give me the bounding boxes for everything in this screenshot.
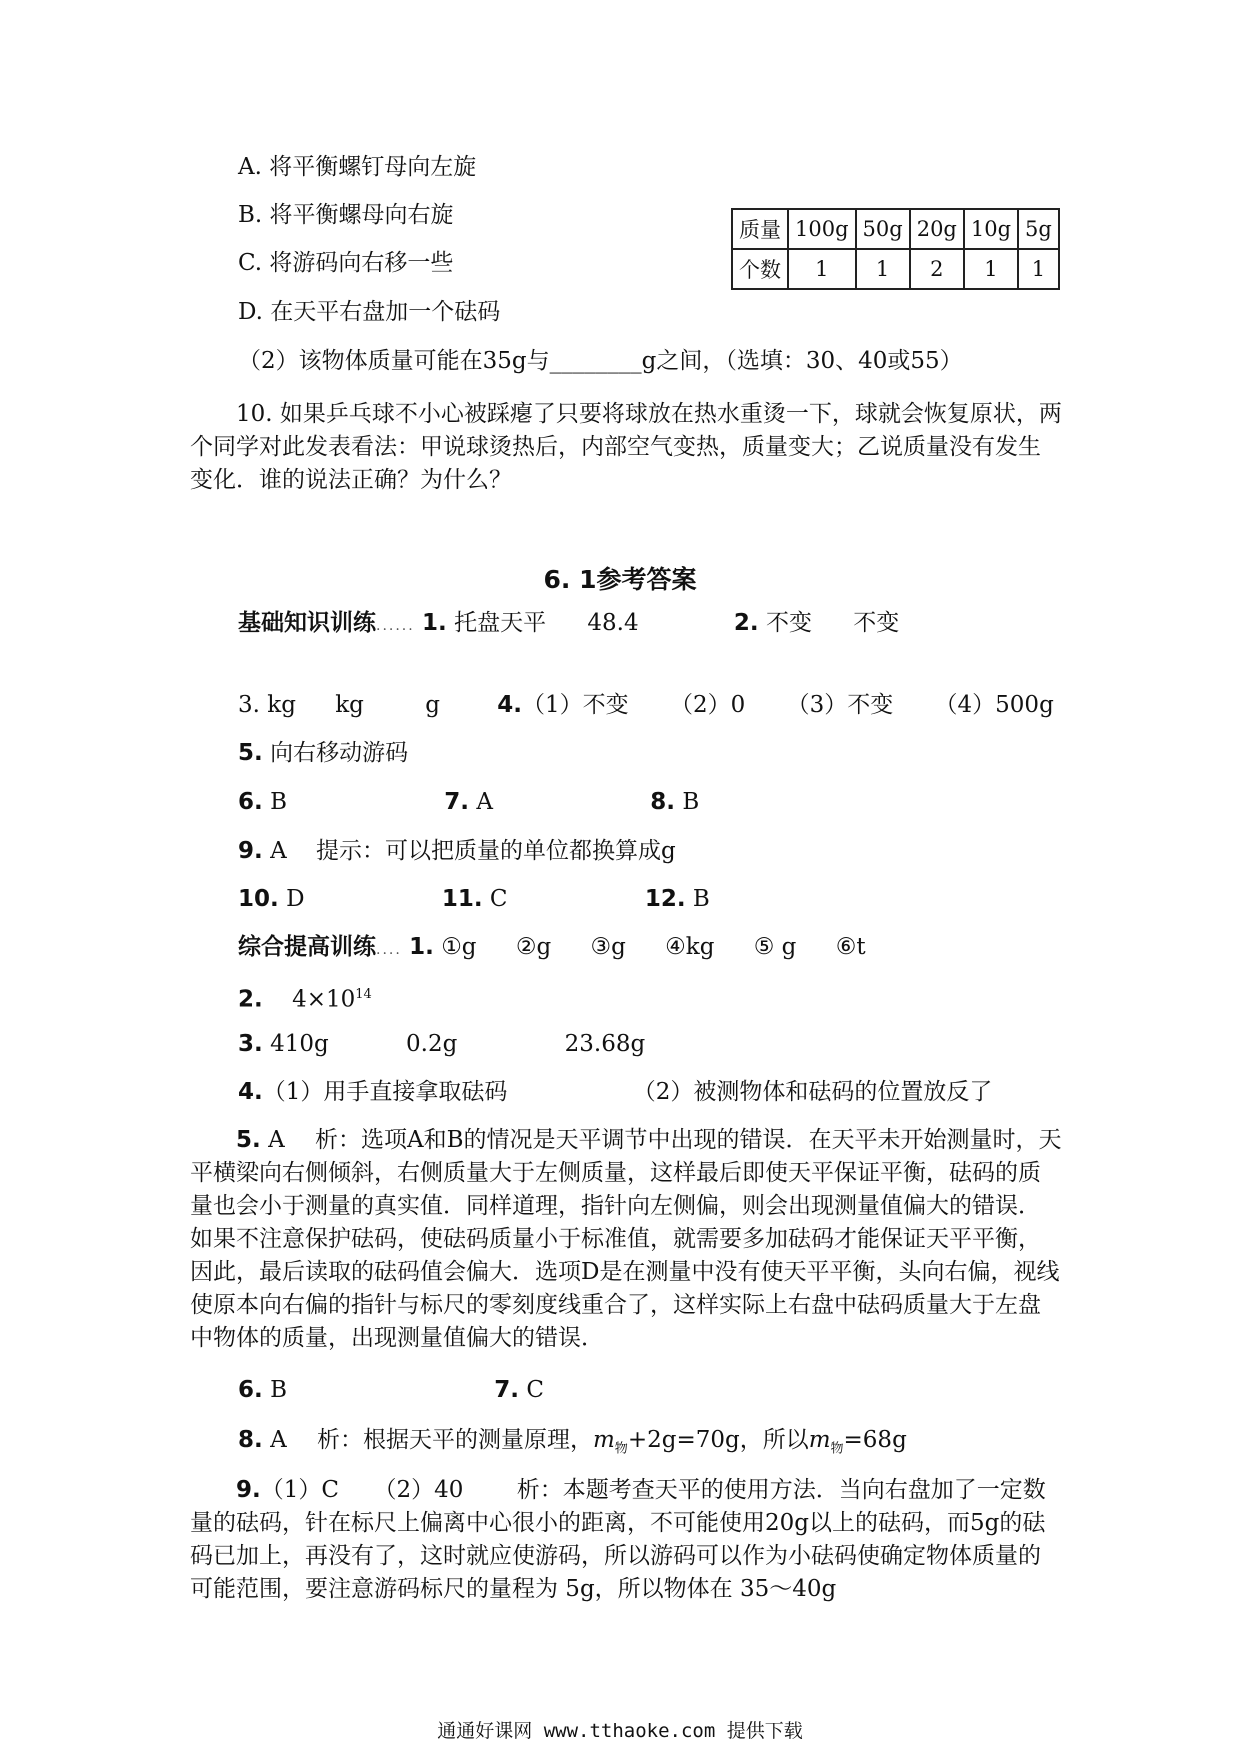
answer-text: ④kg xyxy=(665,934,715,960)
answer-number: 2. xyxy=(733,610,759,636)
answer-text: 23.68g xyxy=(564,1031,646,1057)
mass-table xyxy=(731,208,1060,290)
question-10: 10. 如果乒乓球不小心被踩瘪了只要将球放在热水重烫一下，球就会恢复原状，两个同学对此发表看法：甲说球烫热后，内部空气变热，质量变大；乙说质量没有发生变化．谁的说法正确？为什么？ xyxy=(190,401,1062,493)
mass-symbol: m xyxy=(592,1427,615,1453)
table-cell: 2 xyxy=(910,249,964,289)
answer-number: 12. xyxy=(644,886,686,912)
option-a: A. 将平衡螺钉母向左旋 xyxy=(238,154,477,180)
answer-number: 1. xyxy=(409,934,434,960)
answer-number: 8. xyxy=(238,1427,263,1453)
answer-number: 5. xyxy=(238,740,263,766)
table-cell: 1 xyxy=(788,249,856,289)
answer-text: C xyxy=(489,886,508,912)
count-row xyxy=(732,249,1059,289)
answer-number: 9. xyxy=(238,838,263,864)
option-c: C. 将游码向右移一些 xyxy=(238,250,454,276)
answer-text: （3）不变 xyxy=(786,692,894,718)
basic-heading: 基础知识训练 xyxy=(238,610,376,636)
answer-text: 不变 xyxy=(853,610,900,636)
table-cell: 10g xyxy=(964,209,1018,249)
answer-number: 7. xyxy=(444,789,470,815)
answer-number: 2. xyxy=(238,986,263,1013)
basic-answers-line-1 xyxy=(238,608,899,641)
table-cell: 个数 xyxy=(732,249,788,289)
answer-text: kg xyxy=(267,692,296,718)
basic-answers-line-3 xyxy=(238,690,1054,720)
answer-number: 11. xyxy=(441,886,483,912)
answer-title: 6. 1参考答案 xyxy=(543,565,697,594)
answer-text: ①g xyxy=(441,934,477,960)
answer-number: 7. xyxy=(494,1377,520,1403)
table-cell: 1 xyxy=(1018,249,1059,289)
answer-text: 0.2g xyxy=(406,1031,458,1057)
answer-number: 9. xyxy=(236,1477,261,1503)
answer-text: 不变 xyxy=(765,610,812,636)
answer-text: ⑤ g xyxy=(753,934,797,960)
answer-number: 4. xyxy=(238,1079,263,1105)
answer-text: B xyxy=(270,789,287,815)
table-cell: 5g xyxy=(1018,209,1059,249)
subscript: 物 xyxy=(614,1441,628,1457)
answer-text: +2g=70g，所以 xyxy=(627,1427,809,1453)
answer-text: 托盘天平 xyxy=(454,610,547,636)
answer-text: A xyxy=(270,838,287,864)
answer-text: kg xyxy=(335,692,364,718)
advanced-answer-3 xyxy=(238,1029,645,1059)
answer-text: D xyxy=(286,886,305,912)
answer-number: 4. xyxy=(497,692,523,718)
answer-text: 48.4 xyxy=(587,610,639,636)
leader-dots: .... xyxy=(376,942,402,958)
advanced-answer-8 xyxy=(238,1425,907,1465)
advanced-answer-4 xyxy=(238,1077,992,1107)
answer-text: 向右移动游码 xyxy=(270,740,409,766)
table-cell: 50g xyxy=(856,209,910,249)
answer-text: C xyxy=(526,1377,544,1403)
table-cell: 1 xyxy=(964,249,1018,289)
advanced-answer-9 xyxy=(190,1474,1062,1606)
answer-text: 4×10 xyxy=(292,986,356,1013)
answer-text: （1）用手直接拿取砝码 xyxy=(262,1079,508,1105)
answer-text: B xyxy=(692,886,710,912)
answer-text: （4）500g xyxy=(934,692,1054,718)
page-footer: 通通好课网 www.tthaoke.com 提供下载 xyxy=(437,1720,803,1742)
mass-row xyxy=(732,209,1059,249)
answer-text: （2）被测物体和砝码的位置放反了 xyxy=(632,1079,993,1105)
basic-answer-5 xyxy=(238,738,408,768)
table-cell: 质量 xyxy=(732,209,788,249)
answer-number: 3. xyxy=(238,692,260,718)
answer-text: （1）不变 xyxy=(522,692,629,718)
advanced-answers-6-7 xyxy=(238,1375,544,1405)
answer-number: 3. xyxy=(238,1031,263,1057)
answer-text: g xyxy=(425,692,440,718)
option-d: D. 在天平右盘加一个砝码 xyxy=(238,299,501,325)
answer-text: （2）0 xyxy=(669,692,746,718)
answer-text: B xyxy=(682,789,700,815)
table-cell: 1 xyxy=(856,249,910,289)
table-cell: 20g xyxy=(910,209,964,249)
answer-text: 410g xyxy=(270,1031,329,1057)
exponent: 14 xyxy=(355,987,372,1002)
answer-text: A 析：根据天平的测量原理， xyxy=(270,1427,593,1453)
table-cell: 100g xyxy=(788,209,856,249)
answer-number: 5. xyxy=(236,1127,261,1153)
answer-text: ⑥t xyxy=(835,934,866,960)
advanced-answer-5 xyxy=(190,1124,1062,1355)
advanced-answer-2 xyxy=(238,980,372,1015)
option-b: B. 将平衡螺母向右旋 xyxy=(238,202,454,228)
basic-answer-9 xyxy=(238,836,676,866)
answer-text: B xyxy=(270,1377,287,1403)
answer-text: A 析：选项A和B的情况是天平调节中出现的错误．在天平未开始测量时，天平横梁向右侧倾斜，右侧质量大于左侧质量，这样最后即使天平保证平衡，砝码的质量也会小于测量的真实值．同样道理，指针向左侧偏，则会出现测量值偏大的错误．如果不注意保护砝码，使砝码质量小于标准值，就需要多加砝码才能保证天平平衡，因此，最后读取的砝码值会偏大．选项D是在测量中没有使天平平衡，头向右偏，视线使原本向右偏的指针与标尺的零刻度线重合了，这样实际上右盘中砝码质量大于左盘中物体的质量，出现测量值偏大的错误． xyxy=(190,1127,1062,1351)
question-9-part-2: （2）该物体质量可能在35g与________g之间，（选填：30、40或55） xyxy=(238,348,963,374)
answer-text: =68g xyxy=(843,1427,907,1453)
answer-number: 8. xyxy=(650,789,676,815)
answer-text: A xyxy=(476,789,493,815)
basic-answers-10-12 xyxy=(238,884,710,914)
answer-number: 6. xyxy=(238,789,263,815)
leader-dots: ...... xyxy=(376,618,415,634)
answer-text: ③g xyxy=(590,934,626,960)
mass-symbol: m xyxy=(808,1427,831,1453)
answer-number: 1. xyxy=(422,610,447,636)
basic-answers-6-8 xyxy=(238,787,699,817)
answer-hint: 提示：可以把质量的单位都换算成g xyxy=(316,838,676,864)
answer-number: 6. xyxy=(238,1377,263,1403)
answer-text: ②g xyxy=(515,934,552,960)
subscript: 物 xyxy=(830,1441,844,1457)
answer-text: （1）C （2）40 析：本题考查天平的使用方法．当向右盘加了一定数量的砝码，针在标尺上偏离中心很小的距离，不可能使用20g以上的砝码，而5g的砝码已加上，再没有了，这时就应使游码，所以游码可以作为小砝码使确定物体质量的可能范围，要注意游码标尺的量程为 5g，所以物体在 35～40g xyxy=(190,1477,1046,1602)
advanced-answer-1 xyxy=(238,932,866,965)
advanced-heading: 综合提高训练 xyxy=(238,934,376,960)
answer-number: 10. xyxy=(238,886,279,912)
